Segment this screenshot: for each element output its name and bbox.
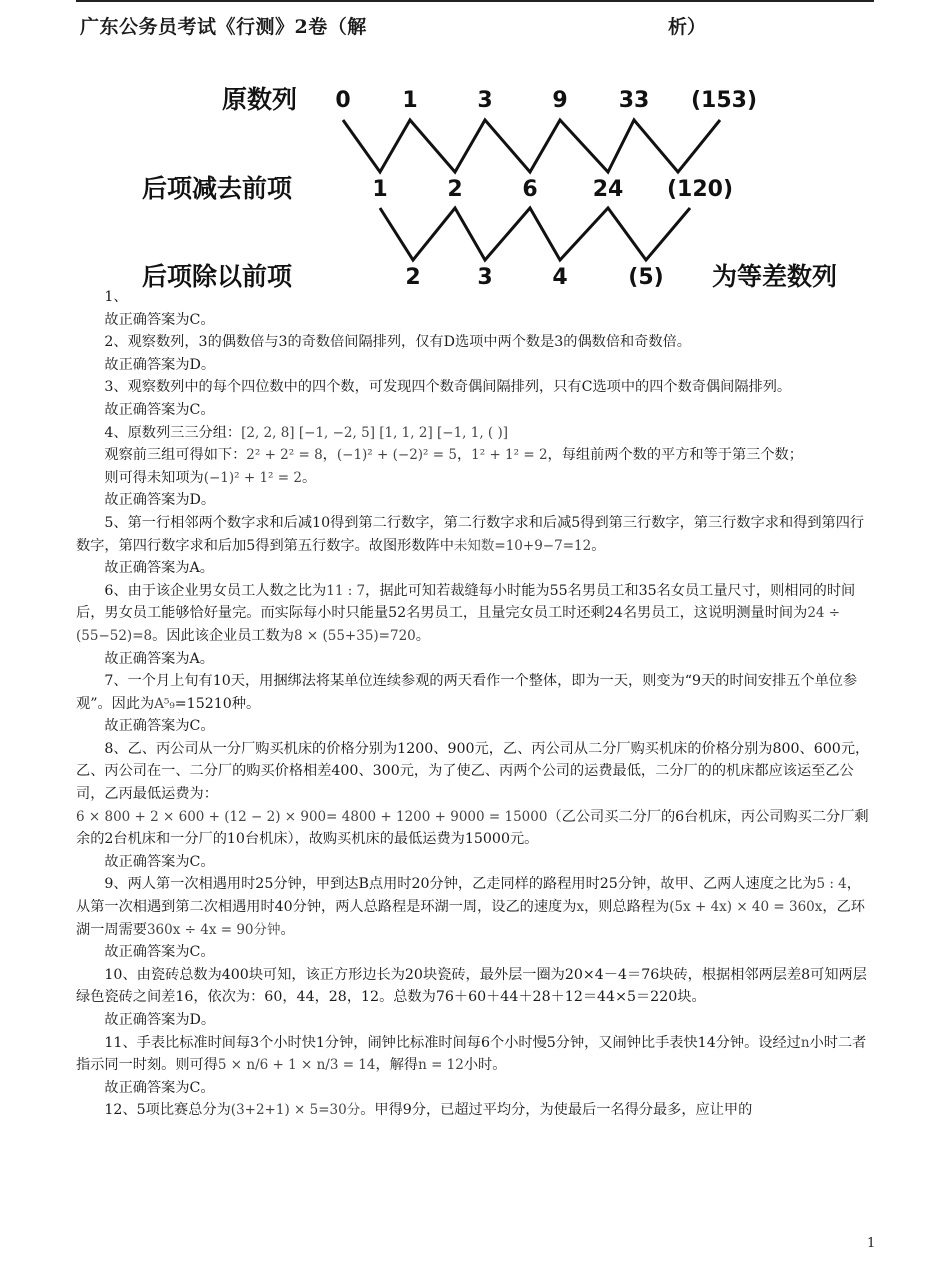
q11-answer: 故正确答案为C。 — [104, 1079, 215, 1096]
row1-value: 1 — [402, 88, 418, 113]
row3-value: 2 — [405, 265, 421, 290]
zigzag-lower — [380, 208, 690, 260]
q6-text: 6、由于该企业男女员工人数之比为11 : 7，据此可知若裁缝每小时能为55名男员工和35名女员工量尺寸，则相同的时间后，男女员工能够恰好量完。而实际每小时只能量52名男员工，且量完女员工时还剩24名男员工，这说明测量时间为24 ÷ (55−52)=8。因此该企业员工数为8 × (55+35)=720。 — [76, 582, 856, 644]
q3-answer: 故正确答案为C。 — [104, 401, 215, 418]
row1-value: 33 — [618, 88, 650, 113]
q5-answer: 故正确答案为A。 — [104, 560, 214, 577]
header-rule — [76, 0, 874, 2]
q6-answer: 故正确答案为A。 — [104, 650, 214, 667]
row2-value: 6 — [522, 177, 538, 202]
row1-value: 0 — [335, 88, 351, 113]
q1-number: 1、 — [104, 289, 128, 305]
q4-text: 4、原数列三三分组：[2, 2, 8] [−1, −2, 5] [1, 1, 2] [−1, 1, ( )] — [104, 424, 509, 441]
q8-text: 8、乙、丙公司从一分厂购买机床的价格分别为1200、900元，乙、丙公司从二分厂购买机床的价格分别为800、600元，乙、丙公司在一、二分厂的购买价格相差400、300元，为了使乙、丙两个公司的运费最低，二分厂的的机床都应该运至乙公司，乙丙最低运费为： — [76, 740, 870, 803]
q7-text: 7、一个月上旬有10天，用捆绑法将某单位连续参观的两天看作一个整体，即为一天，则变为“9天的时间安排五个单位参观”。因此为A⁵₉=15210种。 — [76, 673, 858, 712]
zigzag-upper — [343, 120, 720, 172]
q1-answer: 故正确答案为C。 — [104, 311, 215, 328]
row1-value: 9 — [552, 88, 568, 113]
row1-value: 3 — [477, 88, 493, 113]
q7-answer: 故正确答案为C。 — [104, 718, 215, 735]
q2-text: 2、观察数列，3的偶数倍与3的奇数倍间隔排列，仅有D选项中两个数是3的偶数倍和奇数倍。 — [104, 334, 691, 351]
row2-value: (120) — [666, 177, 734, 202]
row3-value: 4 — [552, 265, 568, 290]
document-title: 广东公务员考试《行测》2卷（解 — [80, 16, 367, 38]
page-number: 1 — [867, 1236, 876, 1251]
row3-value: (5) — [628, 265, 664, 290]
q4-answer: 故正确答案为D。 — [104, 492, 216, 509]
q5-text: 5、第一行相邻两个数字求和后减10得到第二行数字，第二行数字求和后减5得到第三行数字，第三行数字求和得到第四行数字，第四行数字求和后加5得到第五行数字。故图形数阵中未知数=10+9−7=12。 — [76, 514, 865, 554]
q11-text: 11、手表比标准时间每3个小时快1分钟，闹钟比标准时间每6个小时慢5分钟，又闹钟比手表快14分钟。设经过n小时二者指示同一时刻。则可得5 × n/6 + 1 × n/3 = 14，解得n = 12小时。 — [76, 1034, 867, 1074]
q10-text: 10、由瓷砖总数为400块可知，该正方形边长为20块瓷砖，最外层一圈为20×4－4＝76块砖，根据相邻两层差8可知两层绿色瓷砖之间差16，依次为：60，44，28，12。总数为76＋60＋44＋28＋12＝44×5＝220块。 — [76, 966, 867, 1006]
q10-answer: 故正确答案为D。 — [104, 1012, 216, 1028]
row2-label: 后项减去前项 — [142, 174, 293, 203]
q3-text: 3、观察数列中的每个四位数中的四个数，可发现四个数奇偶间隔排列，只有C选项中的四个数奇偶间隔排列。 — [104, 379, 792, 396]
q9-answer: 故正确答案为C。 — [104, 944, 215, 961]
row1-value: (153) — [690, 88, 758, 113]
row2-value: 24 — [592, 177, 624, 202]
q8-answer: 故正确答案为C。 — [104, 853, 215, 870]
q2-answer: 故正确答案为D。 — [104, 356, 216, 373]
row3-value: 3 — [477, 265, 493, 290]
q12-text: 12、5项比赛总分为(3+2+1) × 5=30分。甲得9分，已超过平均分，为使最后一名得分最多，应让甲的 — [104, 1102, 753, 1119]
q9-text: 9、两人第一次相遇用时25分钟，甲到达B点用时20分钟，乙走同样的路程用时25分钟，故甲、乙两人速度之比为5 : 4，从第一次相遇到第二次相遇用时40分钟，两人总路程是环湖一周，设乙的速度为x，则总路程为(5x + 4x) × 40 = 360x，乙环湖一周需要360x ÷ 4x = 90分钟。 — [76, 876, 865, 938]
document-title-end: 析） — [668, 16, 707, 38]
q4-observe: 观察前三组可得如下：2² + 2² = 8，(−1)² + (−2)² = 5，1² + 1² = 2，每组前两个数的平方和等于第三个数； — [104, 447, 803, 464]
row2-value: 2 — [447, 177, 463, 202]
q4-groups: [2, 2, 8] [−1, −2, 5] [1, 1, 2] [−1, 1, ( )] — [241, 424, 509, 441]
sequence-diagram — [130, 76, 850, 296]
row2-value: 1 — [372, 177, 388, 202]
row3-label: 后项除以前项 — [142, 262, 293, 291]
row1-label: 原数列 — [222, 85, 298, 114]
row3-note: 为等差数列 — [712, 262, 838, 291]
q8-formula: 6 × 800 + 2 × 600 + (12 − 2) × 900= 4800 + 1200 + 9000 = 15000（乙公司买二分厂的6台机床，丙公司购买二分厂剩余的2台机床和一分厂的10台机床），故购买机床的最低运费为15000元。 — [76, 808, 869, 848]
solution-text — [76, 286, 874, 1122]
q4-conclusion: 则可得未知项为(−1)² + 1² = 2。 — [104, 469, 317, 486]
